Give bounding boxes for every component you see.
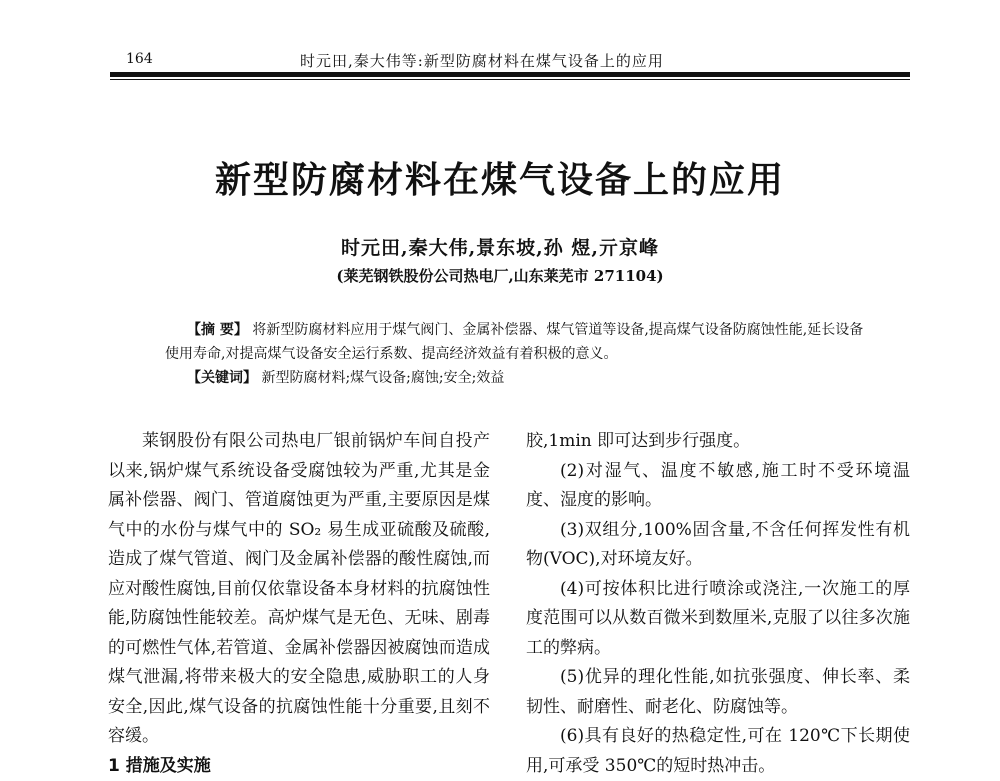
continuation-line: 胶,1min 即可达到步行强度。 [526,427,910,457]
abstract-label: 【摘 要】 [187,322,248,338]
page-number: 164 [126,51,153,67]
section-heading: 1 措施及实施 [108,752,490,781]
left-column [108,427,490,781]
abstract-text: 将新型防腐材料应用于煤气阀门、金属补偿器、煤气管道等设备,提高煤气设备防腐蚀性能,延长设备使用寿命,对提高煤气设备安全运行系数、提高经济效益有着积极的意义。 [165,322,863,362]
list-item: (4)可按体积比进行喷涂或浇注,一次施工的厚度范围可以从数百微米到数厘米,克服了以往多次施工的弊病。 [526,575,910,664]
running-title: 时元田,秦大伟等:新型防腐材料在煤气设备上的应用 [300,50,664,71]
article-title: 新型防腐材料在煤气设备上的应用 [0,152,1000,203]
header-rule-thin [110,79,910,80]
list-item: (6)具有良好的热稳定性,可在 120℃下长期使用,可承受 350℃的短时热冲击。 [526,722,910,781]
running-header [110,50,910,70]
intro-paragraph: 莱钢股份有限公司热电厂银前锅炉车间自投产以来,锅炉煤气系统设备受腐蚀较为严重,尤其是金属补偿器、阀门、管道腐蚀更为严重,主要原因是煤气中的水份与煤气中的 SO₂ 易生成亚硫酸及硫酸,造成了煤气管道、阀门及金属补偿器的酸性腐蚀,而应对酸性腐蚀,目前仅依靠设备本身材料的抗腐蚀性能,防腐蚀性能较差。高炉煤气是无色、无味、剧毒的可燃性气体,若管道、金属补偿器因被腐蚀而造成煤气泄漏,将带来极大的安全隐患,威胁职工的人身安全,因此,煤气设备的抗腐蚀性能十分重要,且刻不容缓。 [108,427,490,752]
keywords-label: 【关键词】 [187,370,257,386]
article-affiliation: (莱芜钢铁股份公司热电厂,山东莱芜市 271104) [0,265,1000,286]
abstract-block [165,318,865,390]
article-authors: 时元田,秦大伟,景东坡,孙 煜,亓京峰 [0,233,1000,260]
list-item: (2)对湿气、温度不敏感,施工时不受环境温度、湿度的影响。 [526,457,910,516]
right-column [526,427,910,781]
keywords-text: 新型防腐材料;煤气设备;腐蚀;安全;效益 [261,370,504,386]
header-rule-thick [110,72,910,77]
list-item: (3)双组分,100%固含量,不含任何挥发性有机物(VOC),对环境友好。 [526,516,910,575]
list-item: (5)优异的理化性能,如抗张强度、伸长率、柔韧性、耐磨性、耐老化、防腐蚀等。 [526,663,910,722]
